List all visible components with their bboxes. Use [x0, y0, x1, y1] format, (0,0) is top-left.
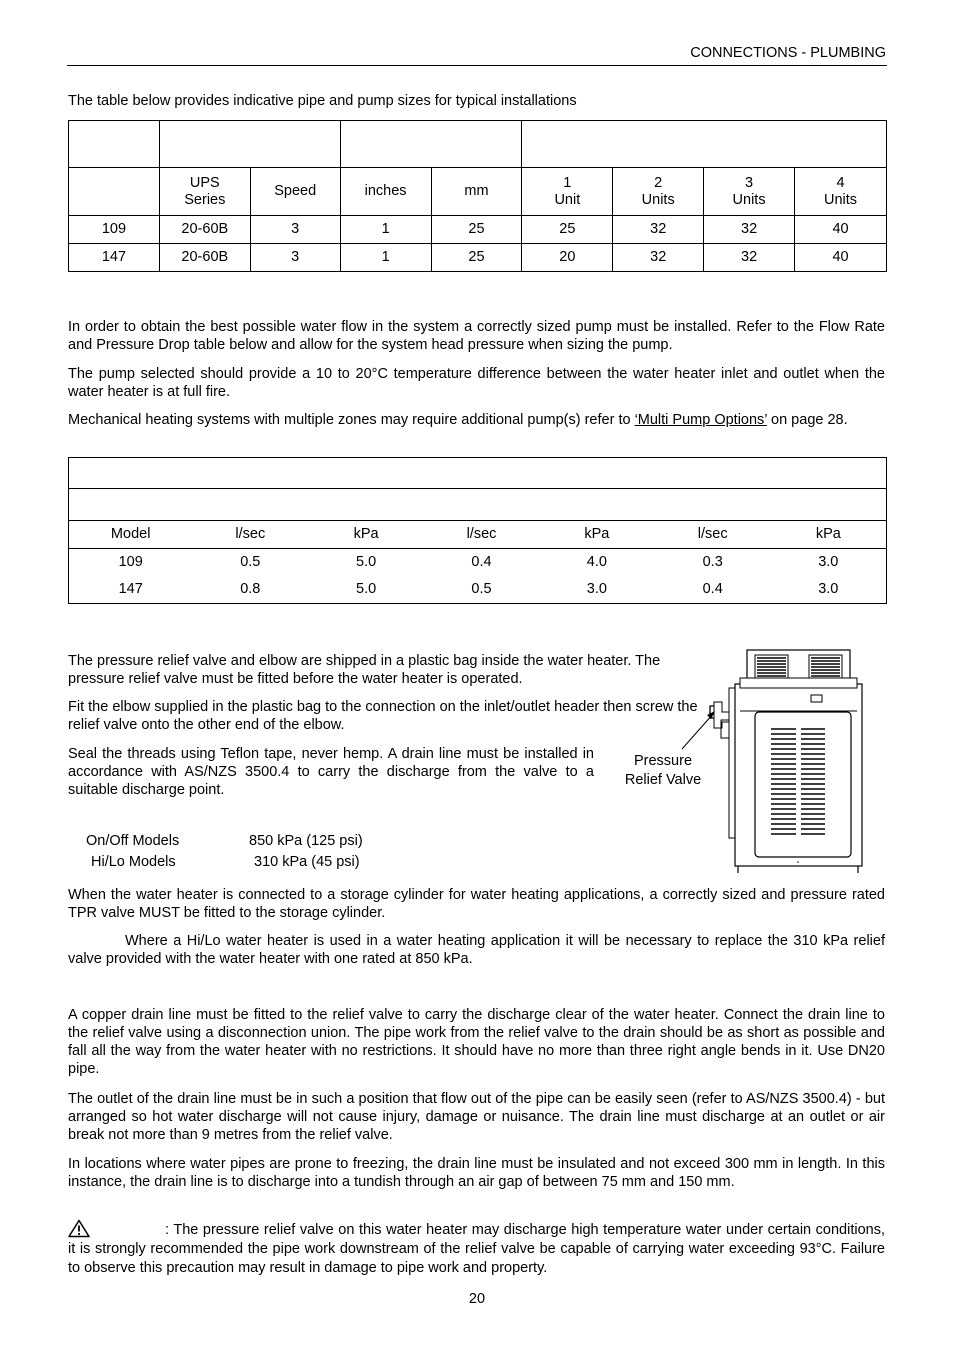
multi-pump-text: Mechanical heating systems with multiple zones may require additional pump(s) refer to	[68, 412, 635, 428]
relief-paragraph-2: Fit the elbow supplied in the plastic bag to the connection on the inlet/outlet header then screw the relief valve onto the other end of the elbow.	[68, 699, 698, 733]
figure-caption: Pressure Relief Valve	[624, 753, 702, 788]
table-cell	[69, 168, 160, 216]
flow-rate-table	[68, 457, 887, 604]
front-louvres	[771, 729, 825, 834]
table-row	[69, 577, 887, 604]
top-vent-right	[809, 655, 842, 679]
top-vent-left	[755, 655, 788, 679]
multi-pump-options-link[interactable]: ‘Multi Pump Options’	[634, 412, 767, 428]
table-cell: 147	[69, 244, 160, 272]
drain-paragraph-2: The outlet of the drain line must be in such a position that flow out of the pipe can be easily seen (refer to AS/NZS 3500.4) - but arranged so hot water discharge will not cause injury, damage or nuisance. The drain line must discharge at an outlet or air break not more than 9 metres from the relief valve.	[68, 1091, 885, 1143]
table-cell: 0.4	[471, 554, 492, 571]
table-cell: mm	[431, 168, 522, 216]
table-cell: 40	[795, 244, 887, 272]
table-subheader-row	[69, 168, 887, 216]
pump-paragraph-2: The pump selected should provide a 10 to 20°C temperature difference between the water heater inlet and outlet when the water heater is at full fire.	[68, 366, 885, 400]
setting-model-hilo: Hi/Lo Models	[91, 854, 176, 870]
table-cell: Model	[69, 521, 193, 549]
table-cell: 5.0	[356, 554, 377, 571]
table-cell: 0.5	[240, 554, 261, 571]
table-cell: 32	[704, 244, 795, 272]
table-cell: 3 Units	[704, 168, 795, 216]
table-row	[69, 216, 887, 244]
table-row	[69, 244, 887, 272]
table-cell: 32	[613, 216, 704, 244]
relief-paragraph-4: When the water heater is connected to a storage cylinder for water heating applications, a correctly sized and pressure rated TPR valve MUST be fitted to the storage cylinder.	[68, 887, 885, 921]
table-cell: 32	[704, 216, 795, 244]
header-rule	[67, 65, 887, 66]
table-cell: 25	[522, 216, 613, 244]
table-cell: 3.0	[539, 577, 655, 604]
table-cell: 109	[118, 554, 143, 571]
table-cell: 0.5	[424, 577, 539, 604]
relief-paragraph-1: The pressure relief valve and elbow are shipped in a plastic bag inside the water heater. The pressure relief valve must be fitted before the water heater is operated.	[68, 653, 661, 687]
table-cell: Speed	[250, 168, 340, 216]
table-cell: 0.3	[702, 554, 723, 571]
header-model	[69, 121, 160, 168]
table-cell: 20-60B	[159, 244, 250, 272]
setting-value-hilo: 310 kPa (45 psi)	[254, 854, 360, 870]
table-cell: 0.8	[192, 577, 308, 604]
table-cell: 25	[431, 216, 522, 244]
table-cell: 1 Unit	[522, 168, 613, 216]
table-row	[69, 549, 887, 577]
page-number: 20	[468, 1291, 486, 1307]
multi-pump-text-end: on page 28.	[767, 412, 848, 428]
multi-pump-paragraph	[68, 411, 885, 429]
header-pipe	[340, 121, 522, 168]
table-cell: 5.0	[308, 577, 424, 604]
table-cell: 32	[613, 244, 704, 272]
setting-model-onoff: On/Off Models	[86, 833, 180, 849]
table-header-row	[69, 521, 887, 549]
table-cell: 2 Units	[613, 168, 704, 216]
table-cell: 147	[69, 577, 193, 604]
flow-table-group	[69, 489, 887, 521]
table-cell: UPS Series	[159, 168, 250, 216]
table-cell: 25	[431, 244, 522, 272]
pointer-arrow	[682, 714, 713, 749]
table-cell: 40	[795, 216, 887, 244]
table-cell: l/sec	[655, 521, 771, 549]
table-cell: inches	[340, 168, 431, 216]
relief-paragraph-3: Seal the threads using Teflon tape, never hemp. A drain line must be installed in accordance with AS/NZS 3500.4 to carry the discharge from the valve to a suitable discharge point.	[68, 746, 594, 798]
intro-text: The table below provides indicative pipe and pump sizes for typical installations	[68, 93, 577, 109]
header-pump	[159, 121, 340, 168]
water-heater-diagram	[680, 648, 866, 874]
setting-value-onoff: 850 kPa (125 psi)	[249, 833, 363, 849]
table-header-row	[69, 121, 887, 168]
table-cell: 4 Units	[795, 168, 887, 216]
pump-paragraph-1: In order to obtain the best possible water flow in the system a correctly sized pump must be installed. Refer to the Flow Rate and Pressure Drop table below and allow for the system head pressure when sizing the pump.	[68, 319, 885, 353]
drain-paragraph-1: A copper drain line must be fitted to the relief valve to carry the discharge clear of the water heater. Connect the drain line to the relief valve using a disconnection union. The pipe work from the relief valve to the drain should be as short as possible and fall all the way from the water heater with no restrictions. It should have no more than three right angle bends in it. Use DN20 pipe.	[68, 1007, 885, 1077]
table-cell: 109	[69, 216, 160, 244]
section-header: CONNECTIONS - PLUMBING	[690, 45, 886, 61]
table-cell: 3	[250, 216, 340, 244]
relief-paragraph-5: Where a Hi/Lo water heater is used in a water heating application it will be necessary to replace the 310 kPa relief valve provided with the water heater with one rated at 850 kPa.	[68, 933, 885, 967]
table-cell: 1	[340, 244, 431, 272]
table-cell: 1	[340, 216, 431, 244]
pump-size-table	[68, 120, 887, 272]
warning-paragraph: : The pressure relief valve on this water heater may discharge high temperature water under certain conditions, it is strongly recommended the pipe work downstream of the relief valve be capable of carrying water exceeding 93°C. Failure to observe this precaution may result in damage to pipe work and property.	[68, 1222, 885, 1276]
table-cell: l/sec	[192, 521, 308, 549]
table-cell: kPa	[308, 521, 424, 549]
drain-paragraph-3: In locations where water pipes are prone to freezing, the drain line must be insulated and not exceed 300 mm in length. In this instance, the drain line is to discharge into a tundish through an air gap of between 75 mm and 150 mm.	[68, 1156, 885, 1190]
table-cell: 0.4	[655, 577, 771, 604]
table-cell: 3.0	[818, 554, 839, 571]
table-cell: kPa	[771, 521, 887, 549]
table-cell: kPa	[539, 521, 655, 549]
flow-table-title	[69, 458, 887, 489]
table-cell: 20-60B	[159, 216, 250, 244]
header-units	[522, 121, 887, 168]
table-group-row	[69, 489, 887, 521]
table-cell: 3	[250, 244, 340, 272]
table-title-row	[69, 458, 887, 489]
table-cell: 20	[522, 244, 613, 272]
table-cell: l/sec	[424, 521, 539, 549]
table-cell: 4.0	[586, 554, 607, 571]
table-cell: 3.0	[771, 577, 887, 604]
